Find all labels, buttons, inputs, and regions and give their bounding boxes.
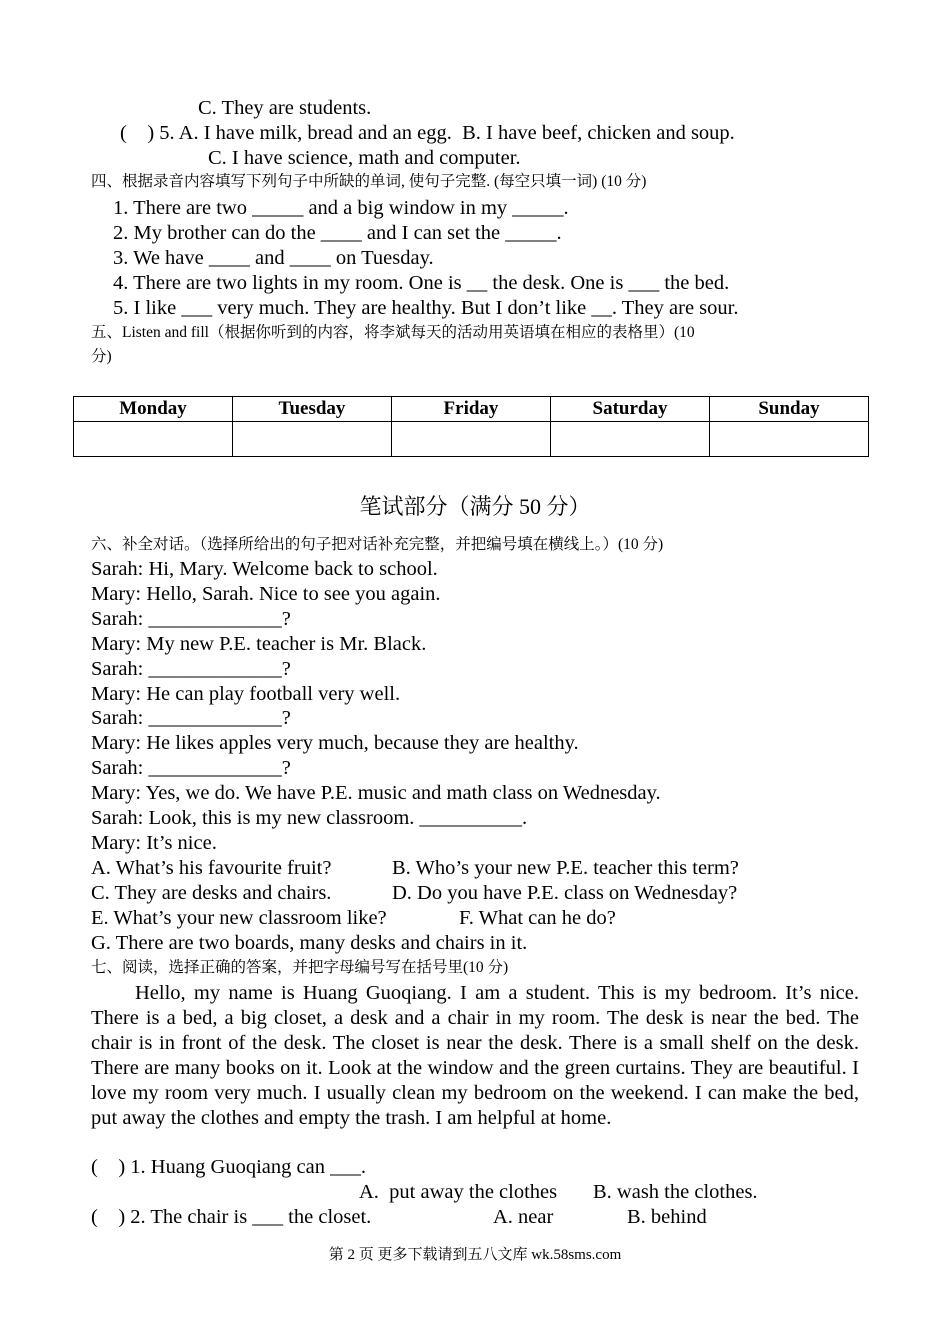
option-f: F. What can he do? <box>459 907 616 929</box>
question-line: ( ) 5. A. I have milk, bread and an egg. B. I have beef, chicken and soup. <box>120 122 735 144</box>
answer-cell[interactable] <box>551 422 710 457</box>
q2-option-a: A. near <box>493 1206 554 1228</box>
section5-heading: 五、Listen and fill（根据你听到的内容，将李斌每天的活动用英语填在相应的表格里）(10 <box>91 324 695 341</box>
section4-item: 1. There are two _____ and a big window in my _____. <box>113 197 569 219</box>
answer-cell[interactable] <box>74 422 233 457</box>
dialogue-line: Mary: He likes apples very much, because they are healthy. <box>91 732 579 754</box>
dialogue-line: Mary: My new P.E. teacher is Mr. Black. <box>91 633 427 655</box>
dialogue-line: Sarah: _____________? <box>91 707 291 729</box>
option-c: C. They are desks and chairs. <box>91 882 332 904</box>
table-header-cell: Saturday <box>551 397 710 422</box>
page-footer: 第 2 页 更多下载请到五八文库 wk.58sms.com <box>328 1247 622 1263</box>
table-header-row <box>74 397 869 422</box>
section5-heading-cont: 分) <box>91 348 112 365</box>
table-header-cell: Sunday <box>710 397 869 422</box>
option-d: D. Do you have P.E. class on Wednesday? <box>392 882 738 904</box>
reading-question-1: ( ) 1. Huang Guoqiang can ___. <box>91 1156 366 1178</box>
reading-question-2: ( ) 2. The chair is ___ the closet. <box>91 1206 372 1228</box>
dialogue-line: Mary: Yes, we do. We have P.E. music and math class on Wednesday. <box>91 782 661 804</box>
section4-item: 3. We have ____ and ____ on Tuesday. <box>113 247 434 269</box>
dialogue-line: Mary: Hello, Sarah. Nice to see you again. <box>91 583 441 605</box>
answer-cell[interactable] <box>710 422 869 457</box>
section6-heading: 六、补全对话。（选择所给出的句子把对话补充完整，并把编号填在横线上。）(10 分) <box>91 536 664 553</box>
table-answer-row <box>74 422 869 457</box>
table-header-cell: Tuesday <box>233 397 392 422</box>
reading-passage: Hello, my name is Huang Guoqiang. I am a student. This is my bedroom. It’s nice. There is a bed, a big closet, a desk and a chair in my room. The desk is near the bed. The chair is in front of the desk. The closet is near the desk. There is a small shelf on the desk. There are many books on it. Look at the window and the green curtains. They are beautiful. I love my room very much. I usually clean my bedroom on the weekend. I can make the bed, put away the clothes and empty the trash. I am helpful at home. <box>91 982 859 1129</box>
table-header-cell: Friday <box>392 397 551 422</box>
answer-cell[interactable] <box>233 422 392 457</box>
schedule-table <box>73 396 869 457</box>
written-section-title: 笔试部分（满分 50 分） <box>359 494 591 519</box>
dialogue-line: Sarah: Look, this is my new classroom. __________. <box>91 807 528 829</box>
dialogue-line: Sarah: _____________? <box>91 658 291 680</box>
dialogue-line: Mary: He can play football very well. <box>91 683 401 705</box>
option-line: C. They are students. <box>198 97 372 119</box>
q1-option-b: B. wash the clothes. <box>593 1181 758 1203</box>
section7-heading: 七、阅读，选择正确的答案，并把字母编号写在括号里(10 分) <box>91 959 509 976</box>
section4-item: 5. I like ___ very much. They are healthy. But I don’t like __. They are sour. <box>113 297 739 319</box>
table-header-cell: Monday <box>74 397 233 422</box>
q1-option-a: A. put away the clothes <box>359 1181 558 1203</box>
section4-item: 2. My brother can do the ____ and I can set the _____. <box>113 222 562 244</box>
dialogue-line: Mary: It’s nice. <box>91 832 217 854</box>
option-e: E. What’s your new classroom like? <box>91 907 387 929</box>
option-a: A. What’s his favourite fruit? <box>91 857 332 879</box>
q2-option-b: B. behind <box>627 1206 707 1228</box>
section4-heading: 四、根据录音内容填写下列句子中所缺的单词, 使句子完整. (每空只填一词) (10 分) <box>91 173 647 190</box>
option-line: C. I have science, math and computer. <box>208 147 521 169</box>
dialogue-line: Sarah: _____________? <box>91 757 291 779</box>
option-b: B. Who’s your new P.E. teacher this term? <box>392 857 739 879</box>
dialogue-line: Sarah: _____________? <box>91 608 291 630</box>
dialogue-line: Sarah: Hi, Mary. Welcome back to school. <box>91 558 438 580</box>
option-g: G. There are two boards, many desks and chairs in it. <box>91 932 528 954</box>
answer-cell[interactable] <box>392 422 551 457</box>
section4-item: 4. There are two lights in my room. One is __ the desk. One is ___ the bed. <box>113 272 730 294</box>
